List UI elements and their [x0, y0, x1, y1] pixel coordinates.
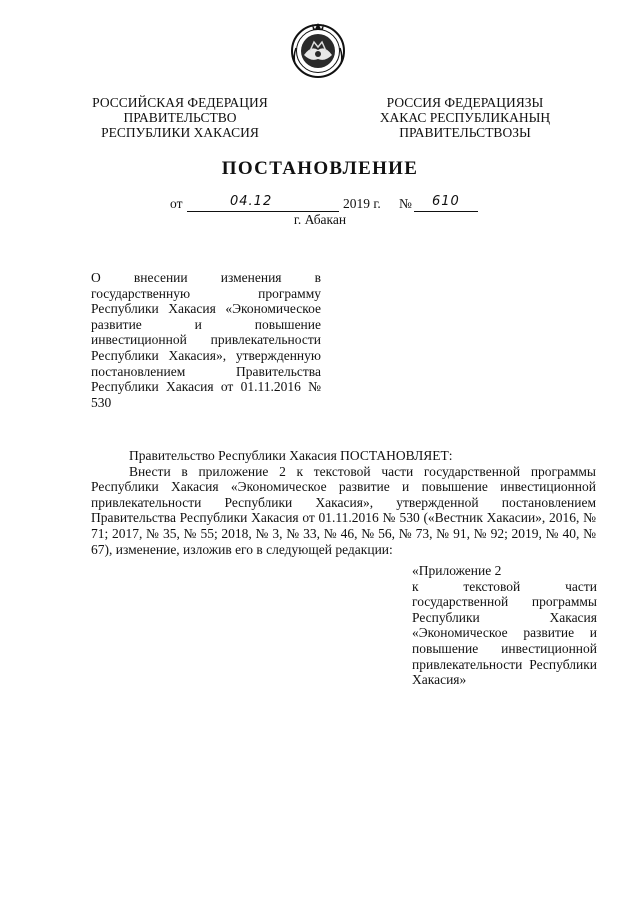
- body-lead: Правительство Республики Хакасия ПОСТАНОВЛЯЕТ:: [129, 448, 453, 463]
- header-left: [80, 95, 280, 140]
- number-sign: №: [399, 196, 412, 211]
- appendix-text: к текстовой части государственной программы Республики Хакасия «Экономическое развитие и повышение инвестиционной привлекательности Республики Хакасия»: [412, 578, 597, 688]
- date-prefix: от: [170, 196, 183, 211]
- header-right-line2: ХАКАС РЕСПУБЛИКАНЫҢ: [379, 110, 551, 125]
- header-right-line1: РОССИЯ ФЕДЕРАЦИЯЗЫ: [386, 95, 544, 110]
- date-year: 2019 г.: [343, 196, 381, 211]
- header-left-line3: РЕСПУБЛИКИ ХАКАСИЯ: [101, 125, 259, 140]
- document-title: ПОСТАНОВЛЕНИЕ: [221, 158, 419, 179]
- document-subject: О внесении изменения в государственную программу Республики Хакасия «Экономическое развитие и повышение инвестиционной привлекательности Республики Хакасия», утвержденную постановлением Правительства Республики Хакасия от 01.11.2016 № 530: [91, 270, 321, 410]
- number-handwritten: 610: [432, 194, 460, 209]
- header-right-line3: ПРАВИТЕЛЬСТВОЗЫ: [399, 125, 531, 140]
- appendix-title: «Приложение 2: [412, 563, 502, 578]
- date-handwritten: 04.12: [230, 194, 273, 209]
- appendix-heading: [412, 563, 597, 688]
- body-paragraph: Внести в приложение 2 к текстовой части государственной программы Республики Хакасия «Экономическое развитие и повышение инвестиционной привлекательности Республики Хакасия», утвержденной постановлением Правительства Республики Хакасия от 01.11.2016 № 530 («Вестник Хакасии», 2016, № 71; 2017, № 35, № 55; 2018, № 3, № 33, № 46, № 56, № 73, № 91, № 92; 2019, № 40, № 67), изменение, изложив его в следующей редакции:: [91, 463, 596, 557]
- khakassia-coat-of-arms-icon: [289, 20, 347, 80]
- header-right: [355, 95, 575, 140]
- header-left-line1: РОССИЙСКАЯ ФЕДЕРАЦИЯ: [92, 95, 268, 110]
- header-left-line2: ПРАВИТЕЛЬСТВО: [123, 110, 237, 125]
- document-body: [91, 448, 596, 557]
- city: г. Абакан: [293, 212, 347, 227]
